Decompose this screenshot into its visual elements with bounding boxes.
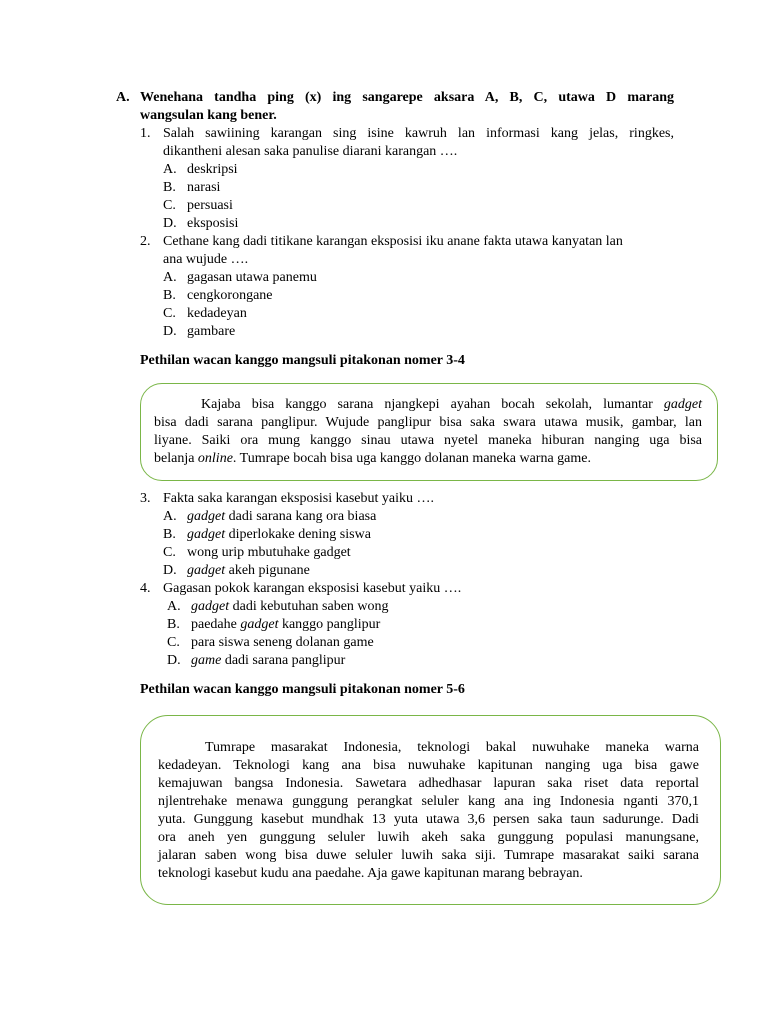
option-text: deskripsi: [187, 162, 238, 177]
q3-option-c[interactable]: [163, 544, 351, 562]
passage-2-line-8: teknologi kasebut kudu ana paedahe. Aja gawe kapitunan marang bebrayan.: [158, 866, 583, 881]
q4-option-b[interactable]: [167, 616, 380, 634]
q2-text-line-2: ana wujude ….: [163, 252, 249, 267]
option-italic: gadget: [187, 527, 226, 542]
q2-option-a[interactable]: [163, 269, 317, 287]
passage-2-line-2: kedadeyan. Teknologi kang ana bisa nuwuhake kapitunan nanging uga bisa gawe: [158, 758, 699, 773]
option-letter: C.: [163, 545, 176, 560]
option-text: kanggo panglipur: [278, 617, 381, 632]
passage-1-italic-online: online: [197, 451, 233, 466]
q3-option-b[interactable]: [163, 526, 371, 544]
option-italic: gadget: [187, 563, 226, 578]
option-letter: B.: [163, 288, 176, 303]
q1-option-b[interactable]: [163, 179, 220, 197]
passage-1-heading: Pethilan wacan kanggo mangsuli pitakonan nomer 3-4: [140, 353, 465, 368]
option-text: persuasi: [187, 198, 233, 213]
q4-number: 4.: [140, 581, 151, 596]
option-text: diperlokake dening siswa: [225, 527, 371, 542]
option-italic: gadget: [187, 509, 226, 524]
q3-text: Fakta saka karangan eksposisi kasebut yaiku ….: [163, 491, 434, 506]
q1-text-line-1: Salah sawiining karangan sing isine kawruh lan informasi kang jelas, ringkes,: [163, 126, 674, 141]
option-italic: gadget: [240, 617, 279, 632]
option-text: kedadeyan: [187, 306, 247, 321]
option-text: dadi sarana kang ora biasa: [225, 509, 377, 524]
q1-option-d[interactable]: [163, 215, 238, 233]
q2-option-d[interactable]: [163, 323, 235, 341]
option-text: narasi: [187, 180, 221, 195]
q4-option-a[interactable]: [167, 598, 389, 616]
option-letter: D.: [163, 324, 177, 339]
q3-option-a[interactable]: [163, 508, 376, 526]
option-letter: A.: [163, 509, 177, 524]
q2-option-b[interactable]: [163, 287, 273, 305]
q3-option-d[interactable]: [163, 562, 310, 580]
passage-1-italic-gadget: gadget: [663, 397, 702, 412]
option-letter: B.: [163, 180, 176, 195]
q1-option-a[interactable]: [163, 161, 238, 179]
passage-1-line-3: liyane. Saiki ora mung kanggo sinau utawa nyetel maneka hiburan nanging uga bisa: [154, 433, 702, 448]
option-letter: C.: [167, 635, 180, 650]
option-text: gambare: [187, 324, 236, 339]
passage-1-line-2: bisa dadi sarana panglipur. Wujude panglipur bisa saka swara utawa musik, gambar, lan: [154, 415, 702, 430]
passage-1-line-4: [154, 450, 591, 468]
q4-option-d[interactable]: [167, 652, 345, 670]
q2-text-line-1: Cethane kang dadi titikane karangan eksposisi iku anane fakta utawa kanyatan lan: [163, 234, 623, 249]
passage-2-line-5: yuta. Gunggung kasebut mundhak 13 yuta utawa 3,6 persen saka taun sadurunge. Dadi: [158, 812, 699, 827]
option-text: dadi kebutuhan saben wong: [229, 599, 389, 614]
option-letter: D.: [167, 653, 181, 668]
instruction-line-2: wangsulan kang bener.: [140, 108, 277, 123]
passage-2-line-7: jalaran saben wong bisa duwe seluler luwih saka siji. Tumrape masarakat saiki sarana: [158, 848, 699, 863]
option-text: paedahe: [191, 617, 241, 632]
option-text: eksposisi: [187, 216, 239, 231]
option-text: wong urip mbutuhake gadget: [187, 545, 351, 560]
option-letter: D.: [163, 216, 177, 231]
option-letter: C.: [163, 198, 176, 213]
instruction-line-1: Wenehana tandha ping (x) ing sangarepe aksara A, B, C, utawa D marang: [140, 90, 674, 105]
passage-1-text: Kajaba bisa kanggo sarana njangkepi ayahan bocah sekolah, lumantar: [201, 397, 653, 412]
q2-option-c[interactable]: [163, 305, 247, 323]
option-text: akeh pigunane: [225, 563, 310, 578]
section-letter: A.: [116, 90, 130, 105]
passage-2-line-1: Tumrape masarakat Indonesia, teknologi bakal nuwuhake maneka warna: [205, 740, 699, 755]
passage-2-heading: Pethilan wacan kanggo mangsuli pitakonan nomer 5-6: [140, 682, 465, 697]
option-letter: C.: [163, 306, 176, 321]
passage-2-line-3: kemajuwan bangsa Indonesia. Sawetara adhedhasar lapuran saka riset data reportal: [158, 776, 699, 791]
option-letter: A.: [163, 162, 177, 177]
passage-1-text: belanja: [154, 451, 195, 466]
option-text: dadi sarana panglipur: [221, 653, 346, 668]
passage-2-line-4: njlentrehake menawa gunggung perangkat seluler kang ana ing Indonesia nganti 370,1: [158, 794, 699, 809]
q1-number: 1.: [140, 126, 151, 141]
q4-text: Gagasan pokok karangan eksposisi kasebut yaiku ….: [163, 581, 462, 596]
option-letter: A.: [163, 270, 177, 285]
option-letter: A.: [167, 599, 181, 614]
passage-2-line-6: ora aneh yen gunggung seluler luwih akeh saka gunggung populasi manungsane,: [158, 830, 699, 845]
q3-number: 3.: [140, 491, 151, 506]
q1-text-line-2: dikantheni alesan saka panulise diarani karangan ….: [163, 144, 458, 159]
option-text: para siswa seneng dolanan game: [191, 635, 374, 650]
option-text: cengkorongane: [187, 288, 273, 303]
option-italic: gadget: [191, 599, 230, 614]
option-letter: B.: [167, 617, 180, 632]
option-italic: game: [191, 653, 222, 668]
q2-number: 2.: [140, 234, 151, 249]
q1-option-c[interactable]: [163, 197, 233, 215]
option-text: gagasan utawa panemu: [187, 270, 317, 285]
q4-option-c[interactable]: [167, 634, 374, 652]
option-letter: B.: [163, 527, 176, 542]
option-letter: D.: [163, 563, 177, 578]
passage-1-line-1: [201, 396, 702, 414]
passage-1-text: . Tumrape bocah bisa uga kanggo dolanan maneka warna game.: [232, 451, 591, 466]
